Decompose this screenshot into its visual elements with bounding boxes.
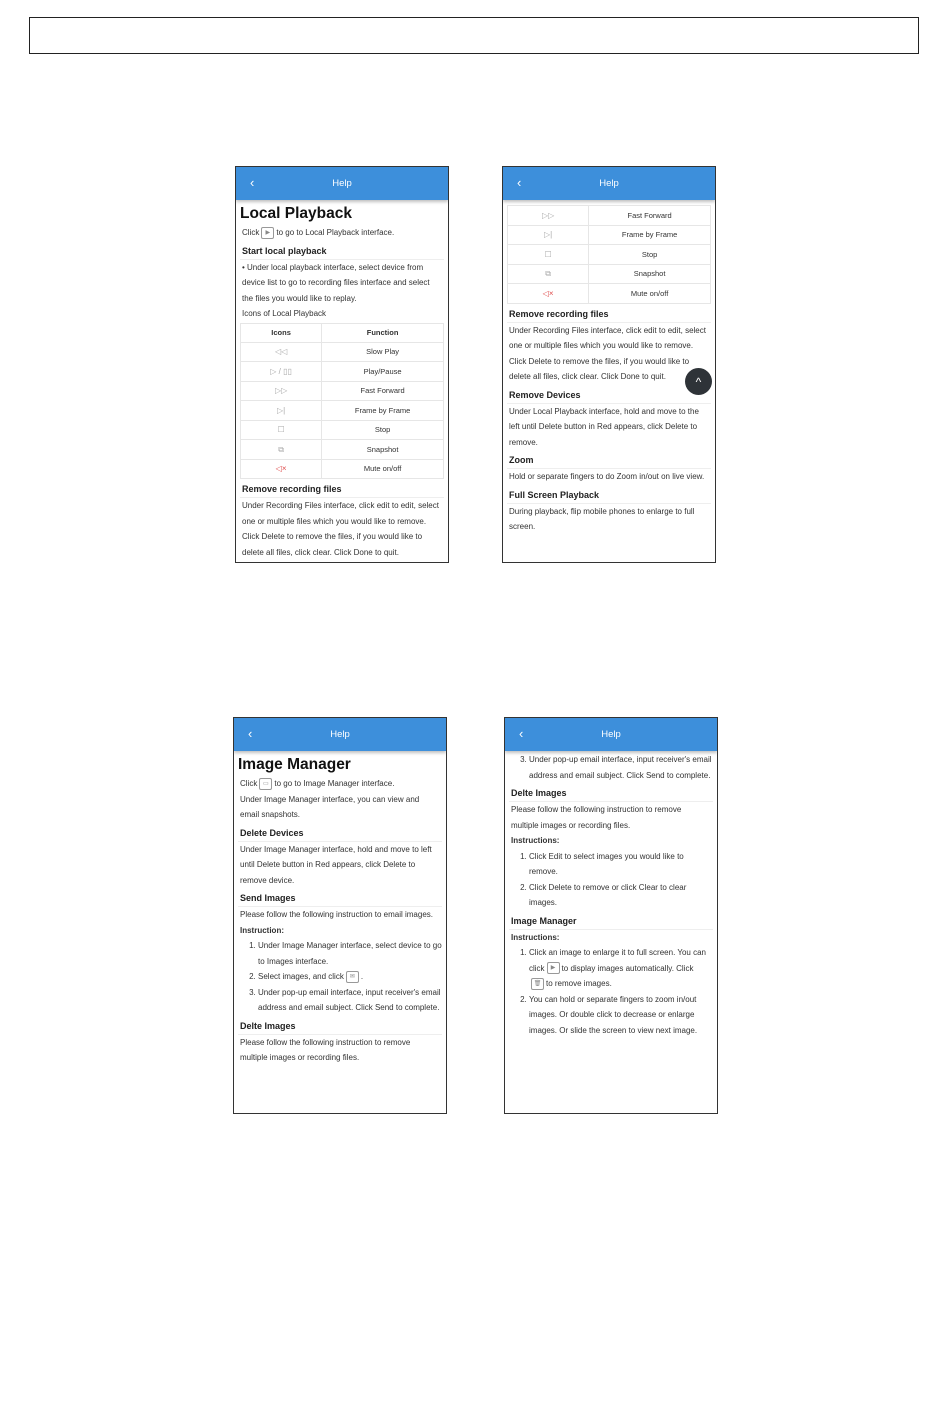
section-title: Image Manager — [509, 913, 713, 930]
back-icon[interactable]: ‹ — [519, 726, 524, 741]
page-header-box — [29, 17, 919, 54]
fast-forward-icon: ▷▷ — [241, 381, 322, 401]
step-text: to display images automatically. Click — [561, 963, 694, 973]
section-text: Under Local Playback interface, hold and move to the left until Delete button in Red appears, click Delete to remove. — [509, 406, 699, 447]
function-label: Stop — [322, 420, 444, 440]
function-label: Frame by Frame — [589, 225, 711, 245]
section-text: Under Recording Files interface, click edit to edit, select one or multiple files which you would like to remove. Click Delete to remove the files, if you would like to delete all files, click clear. Click Done to quit. — [509, 325, 706, 381]
phone-screen-image-manager-scrolled — [504, 717, 718, 1114]
header-title: Help — [330, 728, 350, 740]
table-row — [241, 401, 444, 421]
section-title: Delte Images — [509, 785, 713, 802]
section-text: Please follow the following instruction to email images. — [240, 910, 433, 919]
icons-table — [240, 323, 444, 480]
function-label: Mute on/off — [322, 459, 444, 479]
header-bar — [505, 718, 717, 751]
intro-text — [240, 225, 444, 241]
section-text: Please follow the following instruction to remove multiple images or recording files. — [511, 805, 682, 830]
list-item: 3. Under pop-up email interface, input receiver's email address and email subject. Click Send to complete. — [258, 985, 442, 1016]
table-row — [241, 342, 444, 362]
function-label: Snapshot — [322, 440, 444, 460]
intro-post: to go to Image Manager interface. — [274, 779, 395, 788]
header-title: Help — [332, 177, 352, 189]
intro-text — [238, 776, 442, 792]
page-title: Image Manager — [238, 756, 351, 773]
step-text: Click an image to enlarge it to full screen. You can click — [529, 948, 706, 973]
section-title: Zoom — [507, 452, 711, 469]
section-title: Start local playback — [240, 243, 444, 260]
function-label: Fast Forward — [322, 381, 444, 401]
header-title: Help — [601, 728, 621, 740]
table-header: Function — [322, 323, 444, 342]
intro-text-2: Under Image Manager interface, you can view and email snapshots. — [240, 794, 420, 819]
section-text: Under Image Manager interface, hold and move to left until Delete button in Red appears, click Delete to remove device. — [240, 844, 432, 885]
section-title: Send Images — [238, 890, 442, 907]
slideshow-icon: ▶ — [547, 962, 560, 974]
section-title: Remove recording files — [240, 481, 444, 498]
back-icon[interactable]: ‹ — [248, 726, 253, 741]
list-item: 2. Click Delete to remove or click Clear to clear images. — [529, 880, 713, 911]
mute-icon: ◁× — [508, 284, 589, 304]
section-text: Hold or separate fingers to do Zoom in/out on live view. — [509, 472, 705, 481]
step-text: Select images, and click — [258, 972, 344, 981]
image-manager-icon: ▭ — [259, 778, 272, 790]
table-row — [241, 381, 444, 401]
table-row — [508, 264, 711, 284]
instruction-list — [509, 752, 713, 783]
list-item: 2. Select images, and click ✉ . — [258, 969, 442, 985]
back-icon[interactable]: ‹ — [250, 175, 255, 190]
function-label: Fast Forward — [589, 206, 711, 226]
back-icon[interactable]: ‹ — [517, 175, 522, 190]
mute-icon: ◁× — [241, 459, 322, 479]
trash-icon: 🗑 — [531, 978, 544, 990]
instruction-list — [509, 945, 713, 1038]
fast-forward-icon: ▷▷ — [508, 206, 589, 226]
function-label: Snapshot — [589, 264, 711, 284]
snapshot-icon: ⧉ — [241, 440, 322, 460]
table-row — [241, 459, 444, 479]
list-item: 2. You can hold or separate fingers to zoom in/out images. Or double click to decrease or enlarge images. Or slide the screen to view next image. — [529, 992, 713, 1039]
table-row — [241, 440, 444, 460]
play-pause-icon: ▷ / ▯▯ — [241, 362, 322, 382]
intro-post: to go to Local Playback interface. — [276, 228, 395, 237]
section-text: During playback, flip mobile phones to enlarge to full screen. — [509, 506, 695, 531]
section-title: Delte Images — [238, 1018, 442, 1035]
list-item: 1. Click Edit to select images you would like to remove. — [529, 849, 713, 880]
section-title: Remove recording files — [507, 306, 711, 323]
function-label: Slow Play — [322, 342, 444, 362]
header-bar — [234, 718, 446, 751]
section-text: Please follow the following instruction to remove multiple images or recording files. — [240, 1037, 411, 1062]
icons-label: Icons of Local Playback — [242, 309, 327, 318]
local-playback-icon: ▶ — [261, 227, 274, 239]
slow-play-icon: ◁◁ — [241, 342, 322, 362]
section-title: Full Screen Playback — [507, 487, 711, 504]
table-row — [241, 362, 444, 382]
instruction-label: Instructions: — [511, 836, 560, 845]
stop-icon: ☐ — [508, 245, 589, 265]
section-text: • Under local playback interface, select device from device list to go to recording files interface and select the files you would like to replay. — [242, 262, 430, 303]
function-label: Frame by Frame — [322, 401, 444, 421]
header-bar — [236, 167, 448, 200]
email-icon: ✉ — [346, 971, 359, 983]
table-row — [508, 225, 711, 245]
scroll-top-button[interactable]: ^ — [685, 368, 712, 395]
function-label: Stop — [589, 245, 711, 265]
frame-by-frame-icon: ▷| — [241, 401, 322, 421]
function-label: Mute on/off — [589, 284, 711, 304]
step-text: to remove images. — [546, 979, 612, 988]
intro-pre: Click — [240, 779, 258, 788]
section-text: Under Recording Files interface, click edit to edit, select one or multiple files which you would like to remove. Click Delete to remove the files, if you would like to delete all files, click clear. Click Done to quit. — [242, 501, 439, 557]
frame-by-frame-icon: ▷| — [508, 225, 589, 245]
phone-screen-local-playback-scrolled — [502, 166, 716, 563]
header-bar — [503, 167, 715, 200]
list-item — [529, 945, 713, 992]
section-title: Remove Devices — [507, 387, 711, 404]
instruction-list — [238, 938, 442, 1016]
icons-table — [507, 205, 711, 304]
header-title: Help — [599, 177, 619, 189]
instruction-label: Instruction: — [240, 925, 284, 935]
list-item: 1. Under Image Manager interface, select device to go to Images interface. — [258, 938, 442, 969]
phone-screen-local-playback — [235, 166, 449, 563]
table-header: Icons — [241, 323, 322, 342]
stop-icon: ☐ — [241, 420, 322, 440]
table-row — [508, 206, 711, 226]
table-row — [508, 245, 711, 265]
page-title: Local Playback — [240, 205, 353, 222]
phone-screen-image-manager — [233, 717, 447, 1114]
snapshot-icon: ⧉ — [508, 264, 589, 284]
table-row — [508, 284, 711, 304]
list-item: 3. Under pop-up email interface, input receiver's email address and email subject. Click Send to complete. — [529, 752, 713, 783]
function-label: Play/Pause — [322, 362, 444, 382]
instruction-label: Instructions: — [511, 932, 560, 942]
intro-pre: Click — [242, 228, 260, 237]
section-title: Delete Devices — [238, 825, 442, 842]
instruction-list — [509, 849, 713, 911]
table-row — [241, 420, 444, 440]
